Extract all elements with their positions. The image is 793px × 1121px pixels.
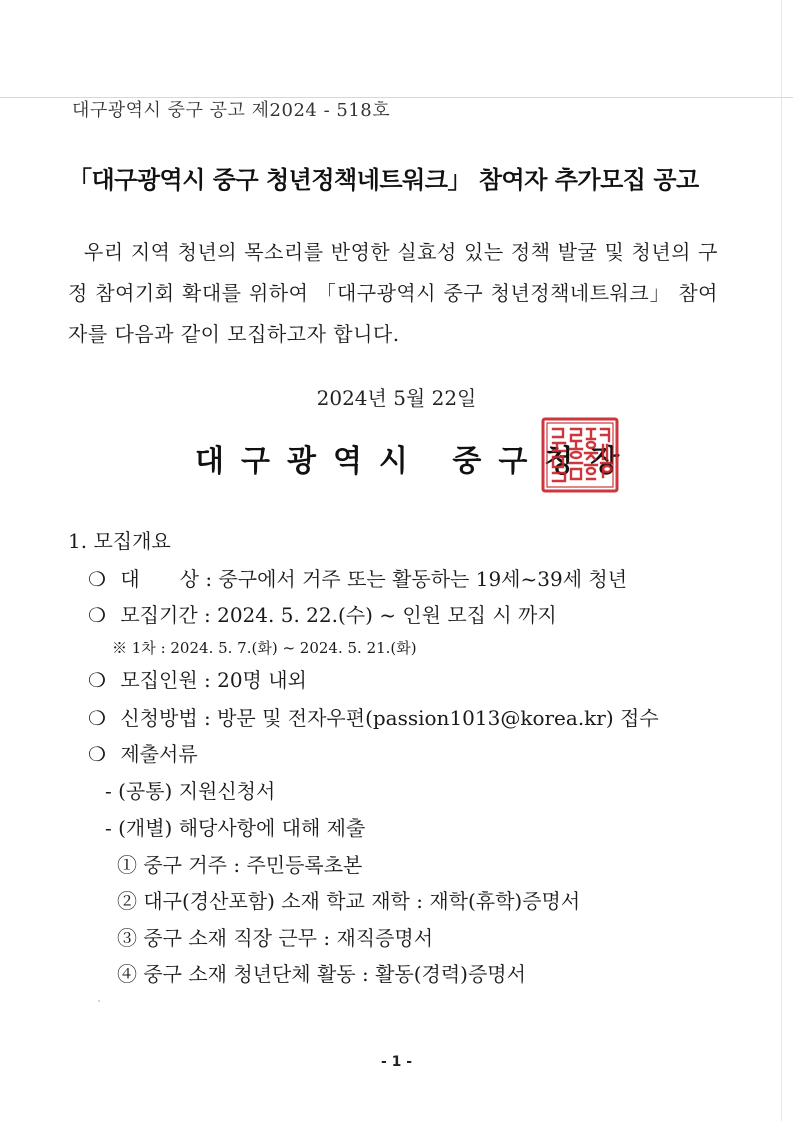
section-heading: 1. 모집개요 xyxy=(68,529,171,553)
item-value: 2024. 5. 22.(수) ~ 인원 모집 시 까지 xyxy=(217,603,557,627)
circle-bullet-icon: ❍ xyxy=(88,668,106,692)
first-round-note: ※ 1차 : 2024. 5. 7.(화) ~ 2024. 5. 21.(화) xyxy=(112,639,417,657)
item-label: 대 상 xyxy=(120,567,199,591)
circle-bullet-icon: ❍ xyxy=(88,706,106,730)
item-label: 신청방법 xyxy=(120,706,198,730)
notice-date: 2024년 5월 22일 xyxy=(316,386,477,410)
circle-bullet-icon: ❍ xyxy=(88,567,106,591)
page-number: - 1 - xyxy=(380,1054,413,1070)
intro-paragraph: 우리 지역 청년의 목소리를 반영한 실효성 있는 정책 발굴 및 청년의 구정 참여기회 확대를 위하여 「대구광역시 중구 청년정책네트워크」 참여자를 다음과 같이 모집하고자 합니다. xyxy=(68,240,718,346)
scan-right-edge xyxy=(781,0,782,1121)
document-case: ② 대구(경산포함) 소재 학교 재학 : 재학(휴학)증명서 xyxy=(117,889,581,913)
circle-bullet-icon: ❍ xyxy=(88,742,106,766)
issuer-name: 대구광역시 중구청장 xyxy=(195,444,637,479)
item-label: 모집인원 xyxy=(120,668,198,692)
item-label: 제출서류 xyxy=(120,742,198,766)
document-case: ① 중구 거주 : 주민등록초본 xyxy=(117,853,363,877)
document-case: ③ 중구 소재 직장 근무 : 재직증명서 xyxy=(117,926,434,950)
item-label: 모집기간 xyxy=(120,603,198,627)
document-case: ④ 중구 소재 청년단체 활동 : 활동(경력)증명서 xyxy=(117,962,526,986)
item-value: 방문 및 전자우편(passion1013@korea.kr) 접수 xyxy=(217,706,659,730)
item-value: 중구에서 거주 또는 활동하는 19세~39세 청년 xyxy=(218,567,628,591)
overview-item-period: ❍ 모집기간 : 2024. 5. 22.(수) ~ 인원 모집 시 까지 xyxy=(88,603,557,627)
circle-bullet-icon: ❍ xyxy=(88,603,106,627)
item-value: 20명 내외 xyxy=(217,668,307,692)
official-seal xyxy=(541,417,619,493)
document-title: 「대구광역시 중구 청년정책네트워크」 참여자 추가모집 공고 xyxy=(68,166,699,194)
overview-item-target: ❍ 대 상 : 중구에서 거주 또는 활동하는 19세~39세 청년 xyxy=(88,567,628,591)
documents-common: - (공통) 지원신청서 xyxy=(105,779,276,803)
documents-individual: - (개별) 해당사항에 대해 제출 xyxy=(105,816,366,840)
notice-number: 대구광역시 중구 공고 제2024 - 518호 xyxy=(72,100,391,121)
overview-item-headcount: ❍ 모집인원 : 20명 내외 xyxy=(88,668,307,692)
overview-item-documents xyxy=(88,738,198,767)
overview-item-method: ❍ 신청방법 : 방문 및 전자우편(passion1013@korea.kr) 접수 xyxy=(88,706,659,730)
scan-speck xyxy=(98,1000,100,1002)
